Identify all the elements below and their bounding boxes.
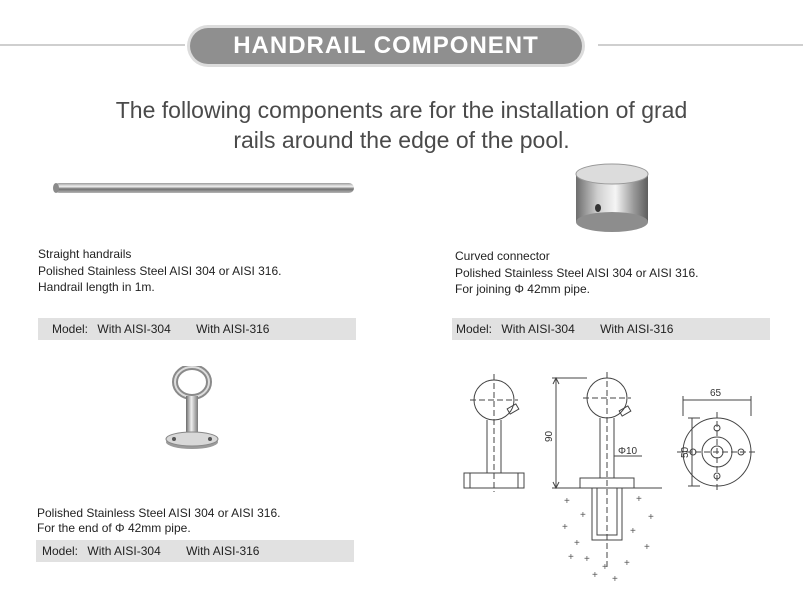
straight-handrail-image xyxy=(50,176,360,200)
support-material: Polished Stainless Steel AISI 304 or AISI 316. xyxy=(37,506,281,520)
svg-text:+: + xyxy=(630,526,636,537)
svg-text:+: + xyxy=(580,510,586,521)
header-rule-left xyxy=(0,44,185,46)
model-label: Model: xyxy=(456,322,493,336)
intro-line-1: The following components are for the installation of grad xyxy=(115,97,688,123)
dim-height: 90 xyxy=(544,430,555,442)
model-label: Model: xyxy=(52,322,89,336)
svg-text:+: + xyxy=(644,542,650,553)
svg-text:+: + xyxy=(602,562,608,573)
model-option-316: With AISI-316 xyxy=(186,544,260,558)
section-title: HANDRAIL COMPONENT xyxy=(190,28,582,64)
svg-text:+: + xyxy=(592,570,598,581)
support-usage: For the end of Φ 42mm pipe. xyxy=(37,521,191,535)
svg-text:+: + xyxy=(574,538,580,549)
handrail-support-image xyxy=(162,366,222,452)
svg-text:+: + xyxy=(562,522,568,533)
support-model-row xyxy=(36,540,354,562)
header-rule-right xyxy=(598,44,803,46)
connector-usage: For joining Φ 42mm pipe. xyxy=(455,282,590,296)
handrail-length: Handrail length in 1m. xyxy=(38,280,155,294)
connector-name: Curved connector xyxy=(455,249,550,263)
svg-text:+: + xyxy=(624,558,630,569)
curved-connector-image xyxy=(568,158,658,238)
model-option-316: With AISI-316 xyxy=(600,322,674,336)
model-label: Model: xyxy=(42,544,79,558)
handrail-material: Polished Stainless Steel AISI 304 or AISI 316. xyxy=(38,264,282,278)
svg-text:+: + xyxy=(568,552,574,563)
dim-width: 65 xyxy=(710,388,722,399)
svg-text:+: + xyxy=(584,554,590,565)
intro-line-2: rails around the edge of the pool. xyxy=(233,127,570,153)
svg-text:+: + xyxy=(612,574,618,585)
connector-material: Polished Stainless Steel AISI 304 or AISI 316. xyxy=(455,266,699,280)
technical-drawing xyxy=(452,370,772,585)
svg-text:+: + xyxy=(564,496,570,507)
model-option-316: With AISI-316 xyxy=(196,322,270,336)
model-option-304: With AISI-304 xyxy=(87,544,161,558)
svg-text:+: + xyxy=(636,494,642,505)
connector-model-row xyxy=(452,318,770,340)
handrail-model-row xyxy=(38,318,356,340)
model-option-304: With AISI-304 xyxy=(501,322,575,336)
dim-side: 50 xyxy=(680,446,691,458)
model-option-304: With AISI-304 xyxy=(97,322,171,336)
dim-diameter: Φ10 xyxy=(618,446,638,457)
svg-text:+: + xyxy=(648,512,654,523)
handrail-name: Straight handrails xyxy=(38,247,132,261)
